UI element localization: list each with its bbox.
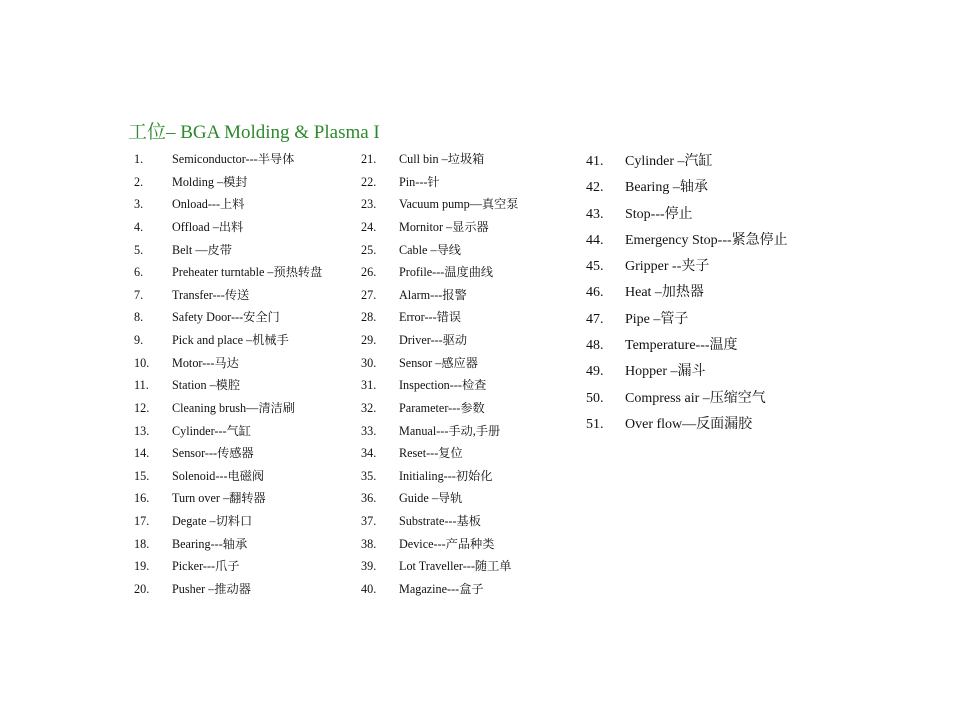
item-number: 22. — [361, 174, 377, 189]
item-term: Bearing –轴承 — [625, 180, 708, 196]
item-number: 7. — [134, 287, 144, 302]
item-number: 39. — [361, 559, 377, 574]
item-number: 2. — [134, 174, 144, 189]
item-term: Degate –切料口 — [172, 514, 253, 528]
item-term: Bearing---轴承 — [172, 536, 248, 551]
item-number: 43. — [586, 206, 604, 222]
item-term: Cylinder---气缸 — [172, 423, 251, 438]
item-number: 36. — [361, 491, 377, 506]
item-number: 30. — [361, 355, 377, 370]
item-term: Pipe –管子 — [625, 311, 689, 327]
item-number: 32. — [361, 400, 377, 415]
item-number: 4. — [134, 219, 144, 234]
item-number: 44. — [586, 232, 604, 248]
item-number: 33. — [361, 423, 377, 438]
item-term: Temperature---温度 — [625, 338, 738, 354]
item-number: 49. — [586, 364, 604, 380]
item-term: Over flow—反面漏胶 — [625, 416, 753, 432]
item-number: 8. — [134, 310, 144, 325]
item-term: Emergency Stop---紧急停止 — [625, 232, 788, 248]
item-number: 51. — [586, 416, 604, 432]
item-term: Heat –加热器 — [625, 285, 704, 301]
item-term: Alarm---报警 — [399, 287, 467, 302]
item-term: Semiconductor---半导体 — [172, 152, 295, 166]
item-number: 46. — [586, 285, 604, 301]
item-number: 50. — [586, 390, 604, 406]
item-term: Mornitor –显示器 — [399, 219, 489, 234]
item-number: 27. — [361, 287, 377, 302]
item-number: 45. — [586, 259, 604, 275]
item-term: Transfer---传送 — [172, 287, 250, 302]
item-number: 34. — [361, 446, 377, 461]
item-term: Motor---马达 — [172, 355, 239, 370]
item-number: 23. — [361, 197, 377, 212]
item-number: 6. — [134, 265, 144, 280]
item-number: 12. — [134, 400, 150, 415]
item-term: Cull bin –垃圾箱 — [399, 152, 485, 166]
item-number: 14. — [134, 446, 150, 461]
item-number: 19. — [134, 559, 150, 574]
item-term: Offload –出料 — [172, 219, 244, 234]
item-term: Sensor---传感器 — [172, 446, 254, 461]
item-term: Cleaning brush—清洁刷 — [172, 400, 295, 415]
item-number: 42. — [586, 180, 604, 196]
item-term: Stop---停止 — [625, 206, 693, 222]
item-number: 21. — [361, 152, 377, 166]
item-number: 28. — [361, 310, 377, 325]
item-term: Cable –导线 — [399, 242, 461, 257]
item-term: Inspection---检查 — [399, 378, 487, 393]
item-number: 17. — [134, 514, 150, 528]
item-term: Preheater turntable –预热转盘 — [172, 265, 323, 280]
item-term: Lot Traveller---随工单 — [399, 559, 512, 574]
item-number: 24. — [361, 219, 377, 234]
item-number: 41. — [586, 154, 604, 169]
item-number: 29. — [361, 333, 377, 347]
page-title: 工位– BGA Molding & Plasma I — [128, 122, 380, 143]
item-number: 48. — [586, 338, 604, 354]
item-term: Guide –导轨 — [399, 491, 463, 506]
item-number: 37. — [361, 514, 377, 528]
item-term: Belt —皮带 — [172, 242, 232, 257]
item-term: Sensor –感应器 — [399, 355, 478, 370]
item-term: Parameter---参数 — [399, 400, 485, 415]
item-term: Turn over –翻转器 — [172, 491, 266, 506]
item-number: 35. — [361, 468, 377, 483]
item-number: 1. — [134, 152, 144, 166]
item-number: 9. — [134, 333, 144, 347]
item-number: 11. — [134, 378, 149, 393]
item-number: 31. — [361, 378, 377, 393]
item-term: Vacuum pump—真空泵 — [399, 197, 519, 212]
item-term: Solenoid---电磁阀 — [172, 468, 265, 483]
item-number: 38. — [361, 536, 377, 551]
item-term: Safety Door---安全门 — [172, 310, 280, 325]
item-term: Molding –模封 — [172, 174, 248, 189]
item-term: Device---产品种类 — [399, 536, 495, 551]
item-term: Profile---温度曲线 — [399, 265, 494, 280]
item-number: 40. — [361, 581, 377, 596]
item-number: 18. — [134, 536, 150, 551]
item-number: 5. — [134, 242, 144, 257]
item-term: Station –模腔 — [172, 378, 241, 393]
item-term: Initialing---初始化 — [399, 468, 493, 483]
item-term: Reset---复位 — [399, 446, 463, 461]
item-term: Cylinder –汽缸 — [625, 154, 713, 169]
item-term: Error---错误 — [399, 310, 462, 325]
item-number: 20. — [134, 581, 150, 596]
item-term: Gripper --夹子 — [625, 259, 710, 275]
item-number: 16. — [134, 491, 150, 506]
item-number: 13. — [134, 423, 150, 438]
item-term: Pusher –推动器 — [172, 581, 251, 596]
item-term: Picker---爪子 — [172, 559, 240, 574]
item-term: Magazine---盒子 — [399, 581, 484, 596]
item-number: 26. — [361, 265, 377, 280]
item-term: Onload---上料 — [172, 197, 245, 212]
item-number: 25. — [361, 242, 377, 257]
item-term: Pick and place –机械手 — [172, 333, 289, 347]
item-term: Pin---针 — [399, 174, 440, 189]
item-number: 47. — [586, 311, 604, 327]
item-term: Manual---手动,手册 — [399, 423, 501, 438]
item-number: 15. — [134, 468, 150, 483]
item-term: Substrate---基板 — [399, 514, 481, 528]
item-term: Driver---驱动 — [399, 333, 468, 347]
item-number: 3. — [134, 197, 144, 212]
item-term: Hopper –漏斗 — [625, 364, 706, 380]
item-term: Compress air –压缩空气 — [625, 390, 766, 406]
item-number: 10. — [134, 355, 150, 370]
